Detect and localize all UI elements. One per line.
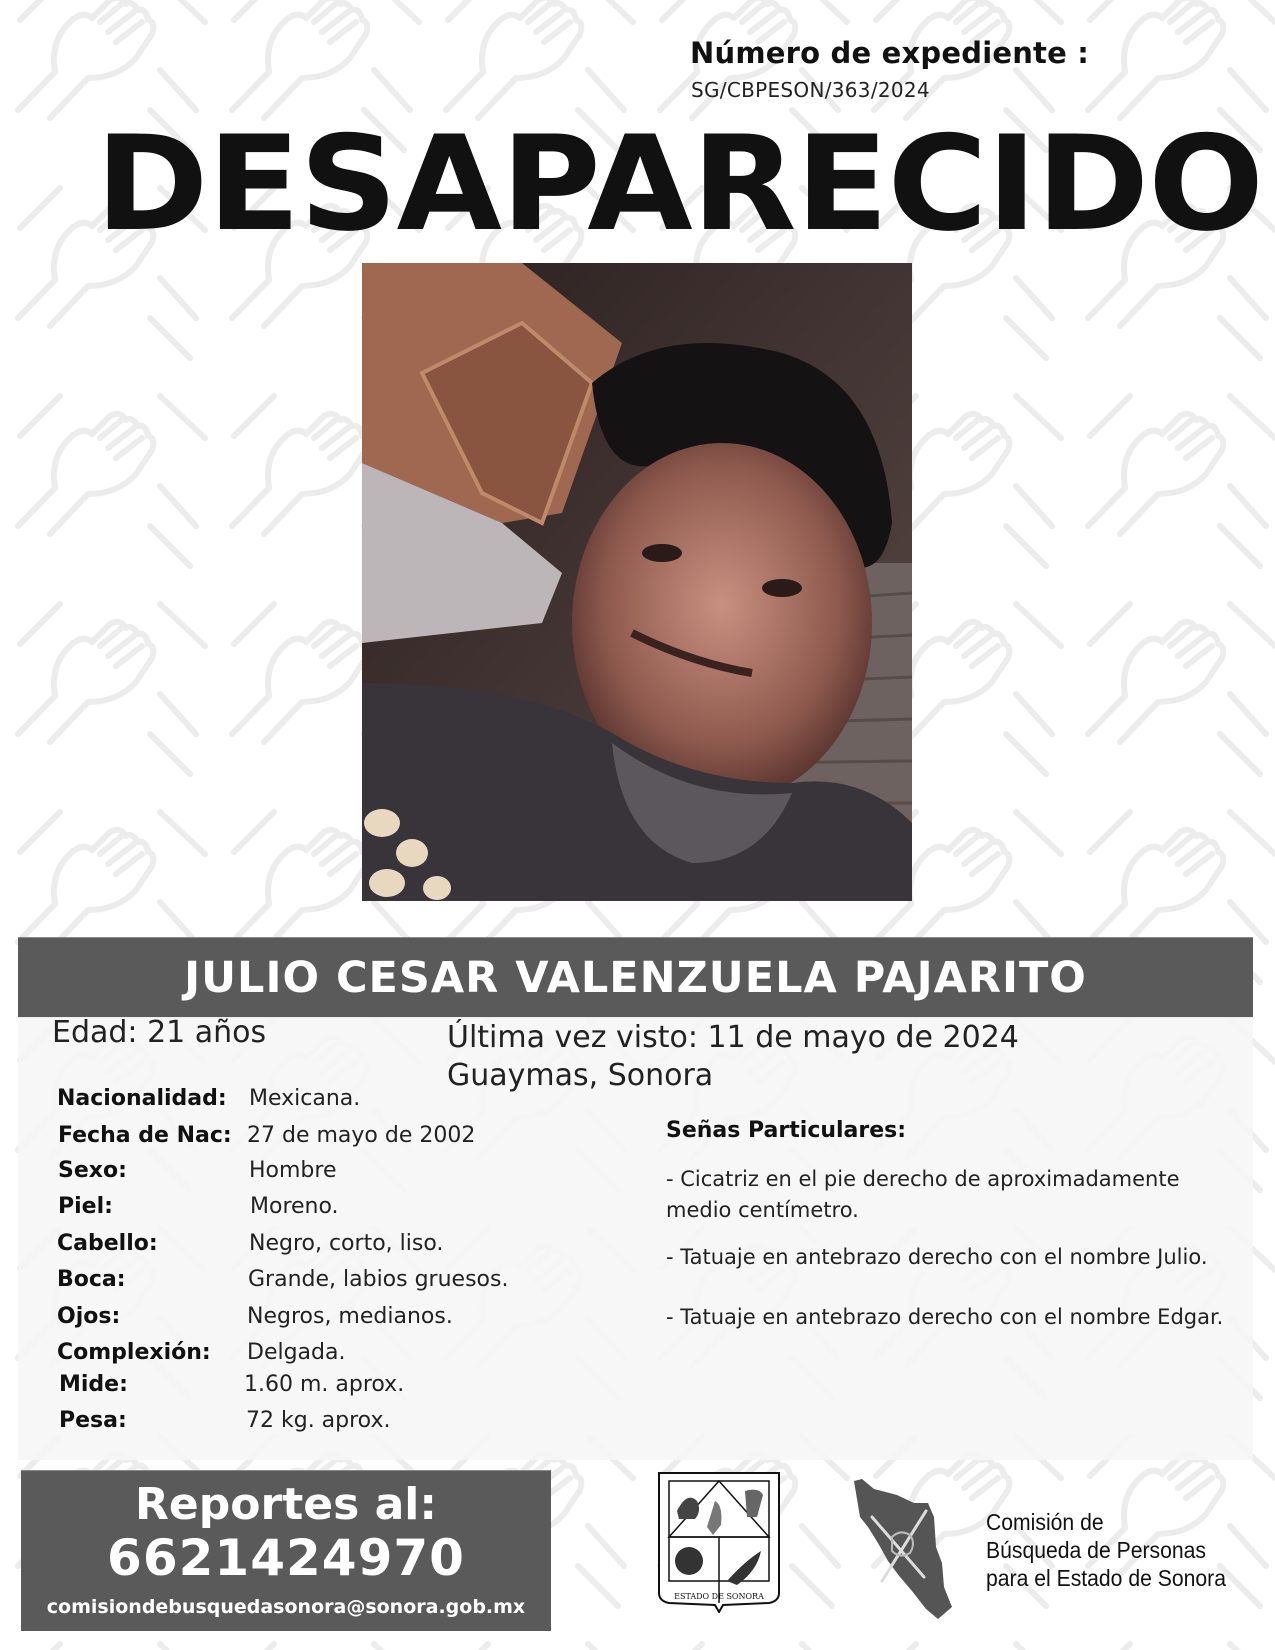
attributes-list [0,0,640,1460]
sonora-coat-of-arms-icon [657,1471,781,1613]
attribute-value: Moreno. [250,1194,339,1219]
distinguishing-marks-title: Señas Particulares: [666,1118,907,1143]
last-seen-location: Guaymas, Sonora [447,1058,714,1093]
age: Edad: 21 años [52,1015,267,1050]
attribute-value: Negros, medianos. [247,1304,453,1329]
report-email[interactable]: comisiondebusquedasonora@sonora.gob.mx [46,1596,526,1618]
commission-name-line1: Comisión de [986,1509,1104,1535]
attribute-value: Delgada. [247,1340,346,1365]
attribute-label: Mide: [59,1372,128,1397]
page-title: DESAPARECIDO [95,107,1263,260]
attribute-value: Hombre [249,1158,337,1183]
report-box [21,1470,551,1631]
attribute-value: Grande, labios gruesos. [248,1267,509,1292]
commission-name-line3: para el Estado de Sonora [986,1565,1226,1591]
attribute-label: Cabello: [57,1231,158,1256]
attribute-value: Negro, corto, liso. [249,1231,444,1256]
sonora-map-logo-icon [852,1477,967,1622]
attribute-label: Piel: [58,1194,113,1219]
attribute-label: Sexo: [58,1158,127,1183]
commission-name-line2: Búsqueda de Personas [986,1537,1206,1563]
expediente-number: SG/CBPESON/363/2024 [691,78,930,102]
distinguishing-mark: - Tatuaje en antebrazo derecho con el nombre Julio. [666,1245,1208,1269]
attribute-label: Fecha de Nac: [58,1123,232,1148]
commission-name [986,1508,1226,1592]
attribute-value: Mexicana. [249,1086,361,1111]
attribute-label: Ojos: [57,1304,121,1329]
expediente-label: Número de expediente : [690,36,1090,70]
distinguishing-mark: - Cicatriz en el pie derecho de aproximadamente medio centímetro. [666,1167,1180,1222]
attribute-label: Pesa: [59,1408,127,1433]
person-name: JULIO CESAR VALENZUELA PAJARITO [184,952,1087,1003]
distinguishing-mark: - Tatuaje en antebrazo derecho con el nombre Edgar. [666,1305,1224,1329]
svg-text:ESTADO DE SONORA: ESTADO DE SONORA [674,1592,764,1601]
attribute-value: 72 kg. aprox. [246,1408,391,1433]
report-phone[interactable]: 6621424970 [107,1529,465,1587]
attribute-label: Complexión: [57,1340,211,1365]
attribute-value: 1.60 m. aprox. [244,1372,405,1397]
last-seen-date: Última vez visto: 11 de mayo de 2024 [447,1020,1019,1055]
attribute-label: Boca: [57,1267,126,1292]
attribute-label: Nacionalidad: [57,1086,227,1111]
report-label: Reportes al: [135,1479,437,1530]
attribute-value: 27 de mayo de 2002 [247,1123,476,1148]
